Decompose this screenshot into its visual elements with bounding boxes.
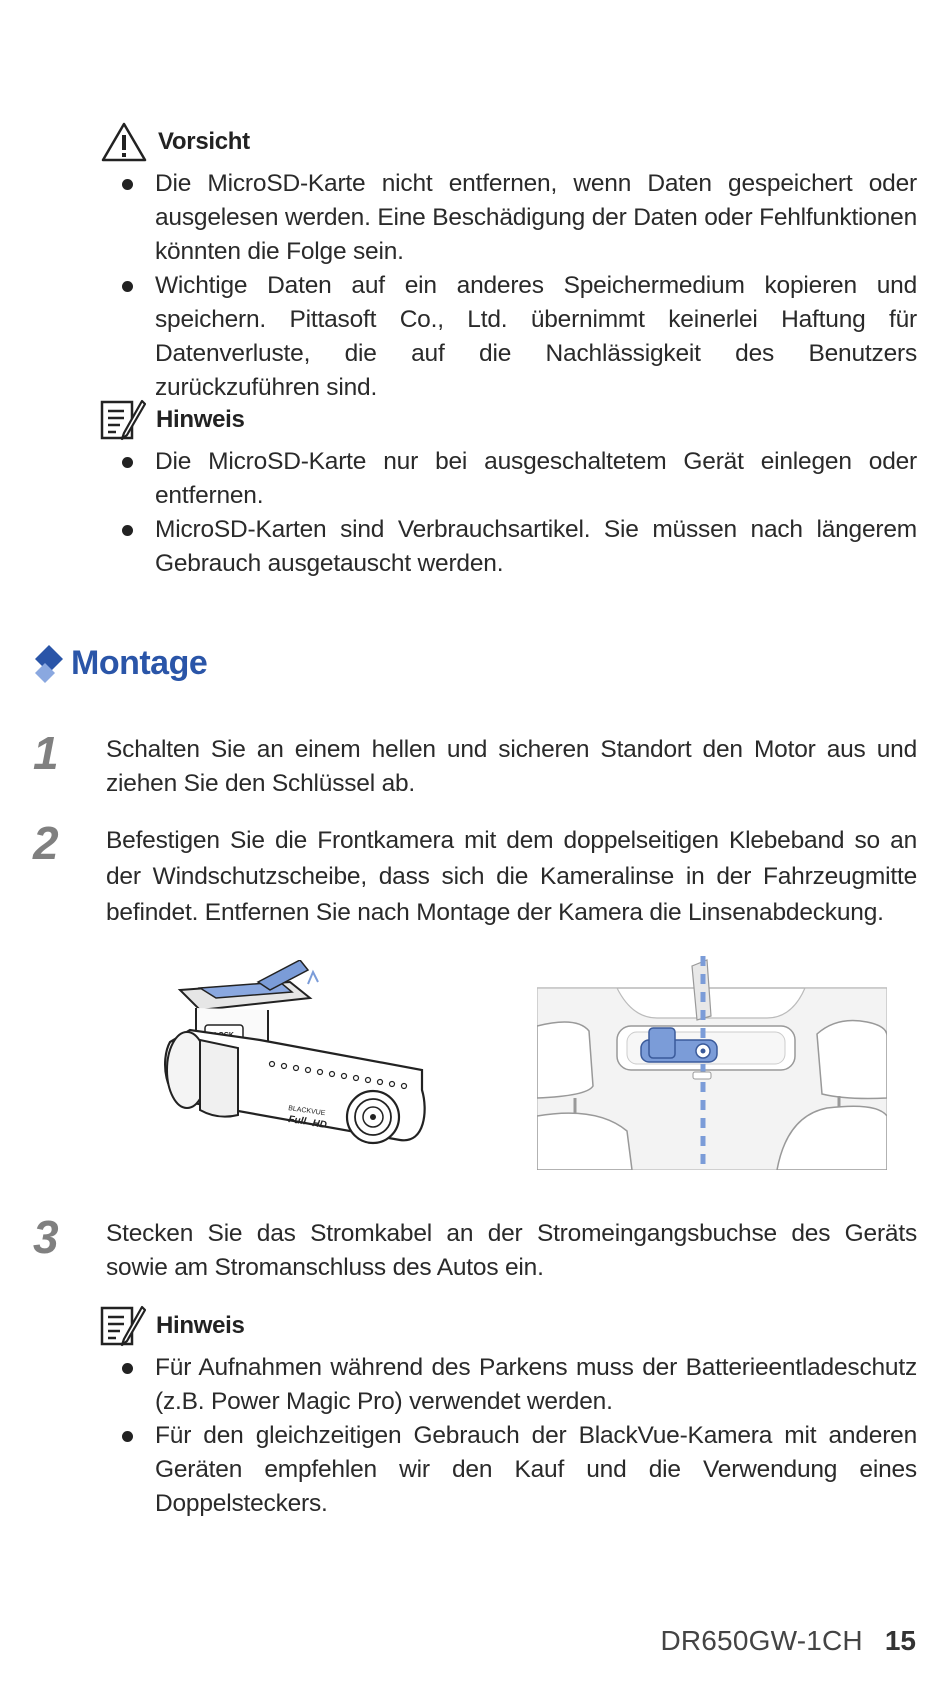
caution-list	[122, 167, 917, 405]
section-heading	[33, 643, 207, 683]
step-text: Schalten Sie an einem hellen und sicheren Standort den Motor aus und ziehen Sie den Schlüssel ab.	[106, 736, 917, 797]
note-item: Die MicroSD-Karte nur bei ausgeschaltetem Gerät einlegen oder entfernen.	[122, 445, 917, 513]
step-text: Befestigen Sie die Frontkamera mit dem doppelseitigen Klebeband so an der Windschutzscheibe, dass sich die Kameralinse in der Fahrzeugmitte befindet. Entfernen Sie nach Montage der Kamera die Linsenabdeckung.	[106, 827, 917, 926]
section-title: Montage	[71, 643, 208, 682]
full-label: Full	[287, 1114, 307, 1128]
step-number: 2	[33, 817, 59, 869]
caution-item: Wichtige Daten auf ein anderes Speichermedium kopieren und speichern. Pittasoft Co., Ltd. übernimmt keinerlei Haftung für Datenverluste, die auf die Nachlässigkeit des Benutzers zurückzuführen sind.	[122, 269, 917, 405]
step-number: 3	[33, 1211, 59, 1263]
note-item: Für Aufnahmen während des Parkens muss der Batterieentladeschutz (z.B. Power Magic Pro) verwendet werden.	[122, 1351, 917, 1419]
model-name: DR650GW-1CH	[660, 1625, 863, 1656]
caution-title: Vorsicht	[158, 128, 250, 155]
warning-icon	[100, 121, 148, 163]
hd-label: HD	[311, 1118, 328, 1131]
step-number: 1	[33, 727, 59, 779]
brand-label: BLACKVUE	[287, 1105, 326, 1118]
note-title: Hinweis	[156, 1312, 245, 1339]
note-list	[122, 445, 917, 581]
note-item: Für den gleichzeitigen Gebrauch der BlackVue-Kamera mit anderen Geräten empfehlen wir den Kauf und die Verwendung eines Doppelsteckers.	[122, 1419, 917, 1521]
step-text: Stecken Sie das Stromkabel an der Stromeingangsbuchse des Geräts sowie am Stromanschluss des Autos ein.	[106, 1220, 917, 1281]
caution-item: Die MicroSD-Karte nicht entfernen, wenn Daten gespeichert oder ausgelesen werden. Eine Beschädigung der Daten oder Fehlfunktionen könnten die Folge sein.	[122, 167, 917, 269]
note-title: Hinweis	[156, 406, 245, 433]
diamond-bullet-icon	[33, 643, 65, 683]
note-header	[100, 1303, 245, 1349]
note-icon	[100, 1305, 146, 1347]
note-item: MicroSD-Karten sind Verbrauchsartikel. Sie müssen nach längerem Gebrauch ausgetauscht werden.	[122, 513, 917, 581]
windshield-illustration	[537, 956, 887, 1170]
dashcam-illustration	[160, 960, 460, 1160]
note-list	[122, 1351, 917, 1521]
note-header	[100, 397, 245, 443]
page-footer	[660, 1625, 916, 1657]
page-number: 15	[884, 1625, 916, 1656]
note-icon	[100, 399, 146, 441]
caution-header	[100, 119, 250, 165]
